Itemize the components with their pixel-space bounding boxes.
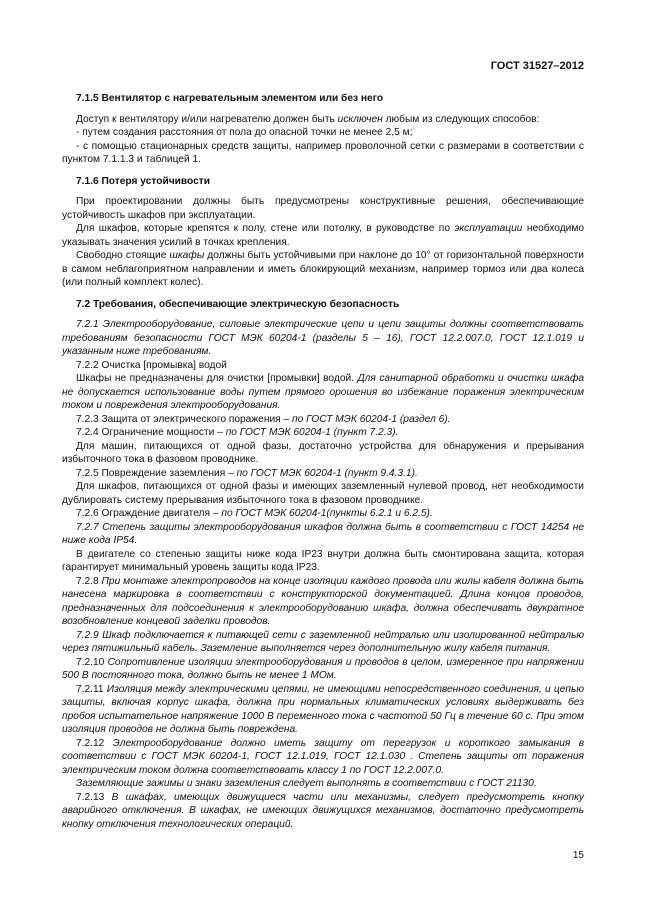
paragraph: 7.2.10 Сопротивление изоляции электрооборудования и проводов в целом, измеренное при напряжении 500 В постоянного тока, должно быть не менее 1 МОм. xyxy=(62,656,585,681)
list-item: - путем создания расстояния от пола до опасной точки не менее 2,5 м; xyxy=(76,127,413,138)
page-body xyxy=(62,90,584,831)
paragraph: Для шкафов, питающихся от одной фазы и имеющих заземленный нулевой провод, нет необходимости дублировать систему прерывания избыточного тока в фазовом проводнике. xyxy=(62,481,584,506)
paragraph: 7.2.11 Изоляция между электрическими цепями, не имеющими непосредственного соединения, и цепью защиты, включая корпус шкафа, должна при нормальных климатических условиях выдерживать без пробоя испытательное напряжение 1000 В переменного тока с частотой 50 Гц в течение 60 с. При этом изоляция проводов не должна быть повреждена. xyxy=(62,683,585,735)
paragraph: 7.2.4 Ограничение мощности – по ГОСТ МЭК 60204-1 (пункт 7.2.3). xyxy=(76,427,399,438)
paragraph: 7.2.6 Ограждение двигателя – по ГОСТ МЭК 60204-1(пункты 6.2.1 и 6.2.5). xyxy=(76,508,433,519)
standard-code-header: ГОСТ 31527–2012 xyxy=(490,60,584,72)
paragraph: 7.2.13 В шкафах, имеющих движущиеся части или механизмы, следует предусмотреть кнопку аварийного отключения. В шкафах, не имеющих движущихся механизмов, достаточно предусмотреть кнопку отключения технологических операций. xyxy=(62,791,585,830)
paragraph: 7.2.5 Повреждение заземления – по ГОСТ МЭК 60204-1 (пункт 9.4.3.1). xyxy=(76,467,418,479)
paragraph: 7.2.3 Защита от электрического поражения – по ГОСТ МЭК 60204-1 (раздел 6). xyxy=(76,413,451,425)
paragraph: Доступ к вентилятору и/или нагревателю должен быть исключен любым из следующих способов: xyxy=(76,113,540,125)
section-heading-7-1-5: 7.1.5 Вентилятор с нагревательным элементом или без него xyxy=(76,93,384,104)
section-heading-7-2: 7.2 Требования, обеспечивающие электрическую безопасность xyxy=(76,298,400,310)
section-heading-7-1-6: 7.1.6 Потеря устойчивости xyxy=(76,175,211,187)
page-number: 15 xyxy=(572,850,584,861)
paragraph: 7.2.7 Степень защиты электрооборудования шкафов должна быть в соответствии с ГОСТ 14254 не ниже кода IP54. xyxy=(62,521,584,546)
paragraph: Шкафы не предназначены для очистки [промывки] водой. Для санитарной обработки и очистки шкафа не допускается использование воды путем прямого орошения во избежание поражения электрическим током и повреждения электрооборудования. xyxy=(62,373,584,411)
paragraph: Заземляющие зажимы и знаки заземления следует выполнять в соответствии с ГОСТ 21130. xyxy=(76,778,537,789)
paragraph: 7.2.2 Очистка [промывка] водой xyxy=(76,359,227,371)
paragraph: При проектировании должны быть предусмотрены конструктивные решения, обеспечивающие устойчивость шкафов при эксплуатации. xyxy=(62,196,584,221)
paragraph: В двигателе со степенью защиты ниже кода IP23 внутри должна быть смонтирована защита, которая гарантирует минимальный уровень защиты кода IP23. xyxy=(62,548,584,573)
paragraph: 7.2.12 Электрооборудование должно иметь защиту от перегрузок и короткого замыкания в соответствии с ГОСТ МЭК 60204-1, ГОСТ 12.1.019, ГОСТ 12.1.030 . Степень защиты от поражения электрическим током должна соответствовать классу 1 по ГОСТ 12.2.007.0. xyxy=(62,737,585,776)
paragraph: Свободно стоящие шкафы должны быть устойчивыми при наклоне до 10° от горизонтальной поверхности в самом неблагоприятном направлении и иметь блокирующий механизм, например тормоз или два колеса (или полный комплект колес). xyxy=(62,250,584,288)
paragraph: Для машин, питающихся от одной фазы, достаточно устройства для обнаружения и прерывания избыточного тока в фазовом проводнике. xyxy=(62,440,584,465)
paragraph: 7.2.8 При монтаже электропроводов на конце изоляции каждого провода или жилы кабеля должна быть нанесена маркировка в соответствии с конструкторской документацией. Длина концов проводов, предназначенных для подсоединения к электрооборудованию шкафа, должна обеспечивать двукратное возобновление концевой заделки проводов. xyxy=(62,575,585,627)
list-item: - с помощью стационарных средств защиты, например проволочной сетки с размерами в соответствии с пунктом 7.1.1.3 и таблицей 1. xyxy=(62,140,584,165)
paragraph: 7.2.9 Шкаф подключается к питающей сети с заземленной нейтралью или изолированной нейтралью через пятижильный кабель. Заземление выполняется через дополнительную жилу кабеля питания. xyxy=(62,629,584,654)
paragraph: 7.2.1 Электрооборудование, силовые электрические цепи и цепи защиты должны соответствовать требованиям безопасности ГОСТ МЭК 60204-1 (разделы 5 – 16), ГОСТ 12.2.007.0, ГОСТ 12.1.019 и указанным ниже требованиям. xyxy=(62,319,584,357)
paragraph: Для шкафов, которые крепятся к полу, стене или потолку, в руководстве по эксплуатации необходимо указывать значения усилий в точках крепления. xyxy=(62,223,584,248)
